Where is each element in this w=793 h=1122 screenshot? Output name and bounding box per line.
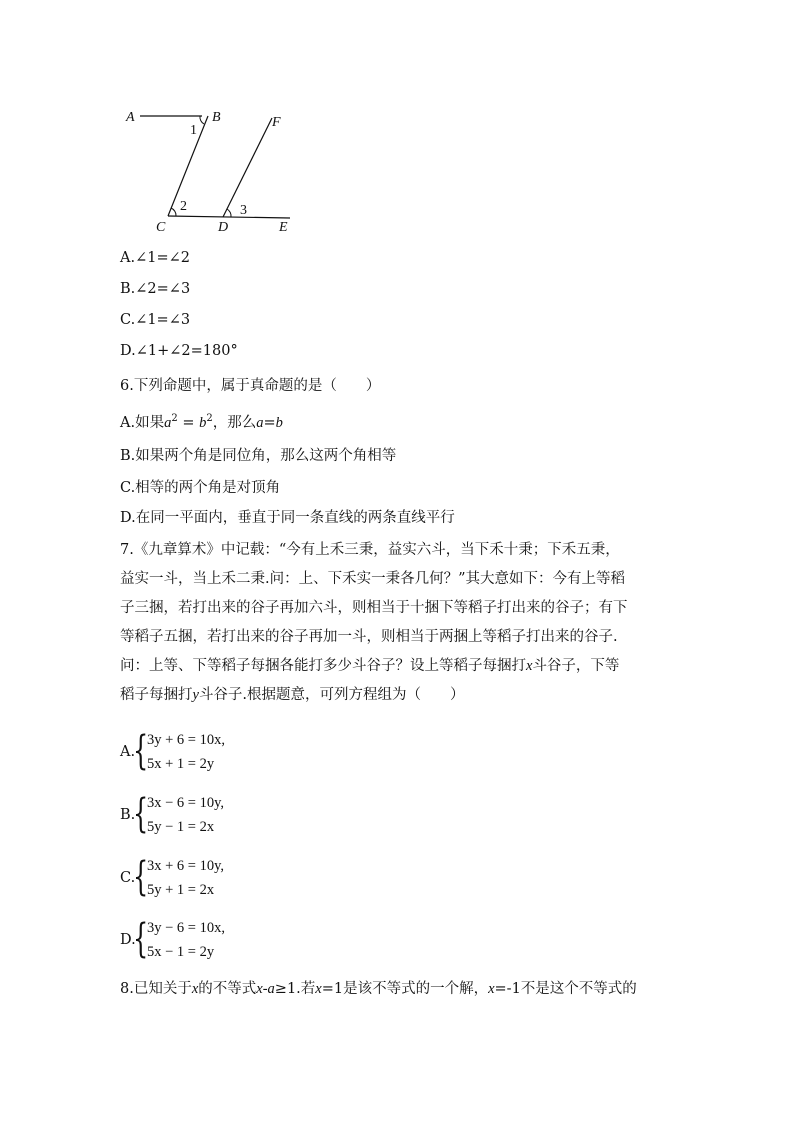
q7-line-2: 益实一斗，当上禾二秉.问：上、下禾实一秉各几何？”其大意如下：今有上等稻 <box>120 571 626 587</box>
parallel-lines-figure <box>120 100 310 240</box>
q7-option-a: A. { 3y + 6 = 10x, 5x + 1 = 2y <box>120 728 225 774</box>
label-B: B <box>212 110 221 125</box>
q7-line-6: 稻子每捆打y斗谷子.根据题意，可列方程组为（ ） <box>120 687 465 703</box>
label-D: D <box>218 220 229 235</box>
q8-stem: 8.已知关于x的不等式x-a≥1.若x=1是该不等式的一个解，x=-1不是这个不等式的 <box>120 981 637 997</box>
q7-option-d: D. { 3y − 6 = 10x, 5x − 1 = 2y <box>120 916 225 962</box>
q5-option-d: D.∠1+∠2=180° <box>120 343 238 359</box>
q6-stem: 6.下列命题中，属于真命题的是（ ） <box>120 378 381 394</box>
q6-option-d: D.在同一平面内，垂直于同一条直线的两条直线平行 <box>120 510 455 526</box>
brace-icon: { <box>133 728 149 774</box>
q6-option-c: C.相等的两个角是对顶角 <box>120 480 281 496</box>
label-A: A <box>126 110 135 125</box>
q5-option-c: C.∠1=∠3 <box>120 312 191 328</box>
q7-line-5: 问：上等、下等稻子每捆各能打多少斗谷子？设上等稻子每捆打x斗谷子，下等 <box>120 658 620 674</box>
q6-sup-b: 2 <box>206 413 213 424</box>
q6-option-b: B.如果两个角是同位角，那么这两个角相等 <box>120 448 397 464</box>
label-E: E <box>279 220 288 235</box>
brace-icon: { <box>133 791 149 837</box>
label-F: F <box>272 115 281 130</box>
angle-3-label: 3 <box>240 203 247 218</box>
figure-svg <box>120 100 310 240</box>
brace-icon: { <box>133 854 149 900</box>
q7-line-1: 7.《九章算术》中记载：“今有上禾三秉，益实六斗，当下禾十秉；下禾五秉， <box>120 542 620 558</box>
q7-line-3: 子三捆，若打出来的谷子再加六斗，则相当于十捆下等稻子打出来的谷子；有下 <box>120 600 628 616</box>
angle-1-label: 1 <box>190 123 197 138</box>
q7-option-b: B. { 3x − 6 = 10y, 5y − 1 = 2x <box>120 791 225 837</box>
q6-option-a: A.如果$a^2 = b^2$，那么a=b <box>120 413 283 431</box>
q5-option-a: A.∠1=∠2 <box>120 250 190 266</box>
q7-line-4: 等稻子五捆，若打出来的谷子再加一斗，则相当于两捆上等稻子打出来的谷子. <box>120 629 618 645</box>
brace-icon: { <box>133 916 149 962</box>
label-C: C <box>156 220 166 235</box>
q7-option-c: C. { 3x + 6 = 10y, 5y + 1 = 2x <box>120 854 225 900</box>
q5-option-b: B.∠2=∠3 <box>120 281 191 297</box>
angle-2-label: 2 <box>180 199 187 214</box>
